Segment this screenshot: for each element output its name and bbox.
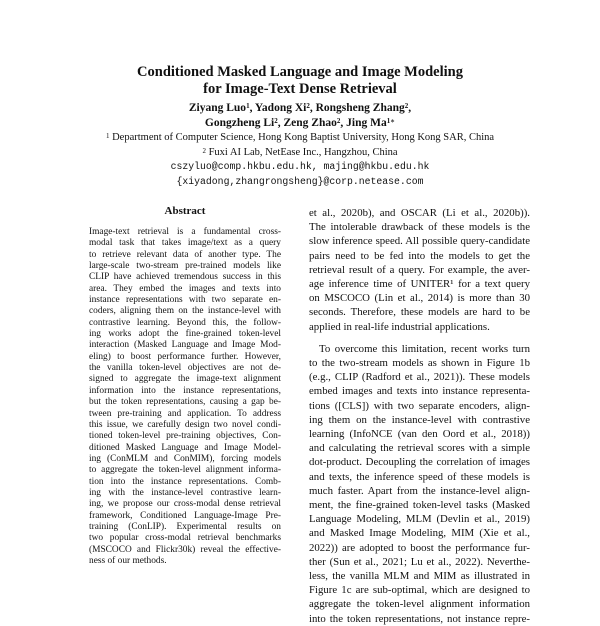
affiliation-line — [60, 131, 540, 146]
abstract-heading: Abstract — [164, 205, 206, 217]
body-line: less, the vanilla MLM and MIM as illustrated in — [309, 570, 530, 583]
affil-mark: 2 — [202, 146, 206, 155]
body-paragraph-1 — [309, 206, 530, 334]
abstract-line: ness of our methods. — [89, 555, 167, 566]
body-line: ther (Sun et al., 2021; Lu et al., 2022). Neverthe- — [309, 555, 530, 568]
abstract-line: ing, we propose our cross-modal dense retrieval — [89, 499, 281, 510]
abstract-line: CLIP have achieved tremendous success in this — [89, 272, 281, 283]
paragraph-gap — [309, 334, 530, 342]
body-line: ment, the fine-grained token-level tasks (Masked — [309, 499, 530, 512]
abstract-line: but the token representations, causing a gap be- — [89, 397, 281, 408]
email-line: cszyluo@comp.hkbu.edu.hk, majing@hkbu.edu.hk — [170, 161, 430, 172]
abstract-line: this issue, we carefully design two novel condi- — [89, 419, 281, 430]
abstract-line: ing with the instance-level contrastive learn- — [89, 487, 281, 498]
abstract-line: Image-text retrieval is a fundamental cross- — [89, 227, 281, 237]
abstract-line: signed to aggregate the image-text alignment — [89, 374, 281, 385]
body-line: and texts, the inference speed of these models is — [309, 470, 530, 483]
body-line: much faster. Apart from the instance-level align- — [309, 484, 530, 497]
body-line: pairs need to be fed into the models to get the — [309, 249, 530, 262]
body-paragraph-2 — [309, 342, 530, 626]
author-name: Rongsheng Zhang — [315, 102, 405, 114]
body-line: tions ([CLS]) with two separate encoders, align- — [309, 399, 530, 412]
abstract-column — [89, 205, 281, 567]
affil-text: Department of Computer Science, Hong Kong Baptist University, Hong Kong SAR, China — [112, 132, 495, 143]
abstract-line: modal task that takes image/text as a query — [89, 238, 281, 249]
abstract-line: instance representations with two separate en- — [89, 295, 281, 306]
author-affil-mark: 1 — [246, 102, 250, 110]
author-affil-mark: 2 — [306, 102, 310, 110]
paper-title — [60, 64, 540, 98]
author-affil-mark: 2 — [336, 117, 341, 125]
author-name: Yadong Xi — [254, 102, 307, 114]
abstract-line: (MSCOCO and Flickr30k) reveal the effective- — [89, 544, 281, 555]
author-affil-mark: 1∗ — [386, 117, 396, 125]
body-line: The intolerable drawback of these models is the — [309, 221, 530, 234]
body-line: Language Modeling, MLM (Devlin et al., 2019) — [309, 513, 530, 526]
title-line: for Image-Text Dense Retrieval — [203, 81, 397, 97]
abstract-line: tion into the instance representations. Comb- — [89, 476, 281, 487]
author-affil-mark: 2 — [274, 117, 278, 125]
abstract-line: coders, aligning them on the instance-level with — [89, 306, 281, 317]
body-line: et al., 2020b), and OSCAR (Li et al., 2020b)). — [309, 207, 530, 219]
author-sep: , — [249, 102, 255, 114]
body-line: into the token representations, not instance repre- — [309, 612, 530, 625]
body-line: on MSCOCO (Lin et al., 2014) is more than 30 — [309, 292, 530, 305]
body-line: seconds. Therefore, these models are hard to be — [309, 306, 530, 319]
author-line-2 — [60, 116, 540, 131]
author-sep: , — [340, 117, 347, 129]
email-line: {xiyadong,zhangrongsheng}@corp.netease.com — [176, 175, 424, 187]
abstract-line: contrastive learning. Beyond this, the follow- — [89, 317, 281, 328]
affiliation-line — [60, 146, 540, 161]
abstract-line: large-scale two-stream pre-trained models like — [89, 261, 281, 272]
body-line: applied in real-life industrial applications. — [309, 320, 490, 333]
abstract-line: ing works adopt the fine-grained token-level — [89, 329, 281, 340]
abstract-line: to retrieve relevant data of another type. The — [89, 249, 281, 260]
affil-mark: 1 — [105, 132, 110, 140]
abstract-line: tioned token-level pre-training objectives, Con- — [89, 431, 281, 442]
body-column — [309, 206, 530, 626]
abstract-line: framework, Conditioned Language-Image Pre- — [89, 510, 281, 521]
author-sep: , — [408, 102, 412, 114]
abstract-line: information into the instance representations, — [89, 385, 281, 396]
body-line: age inference time of UNITER¹ for a text query — [309, 278, 530, 291]
author-line-1 — [60, 101, 540, 116]
author-name: Ziyang Luo — [188, 102, 247, 114]
abstract-line: ing (ConMLM and ConMIM), forcing models — [89, 453, 281, 464]
body-line: aggregate the token-level alignment information — [309, 598, 530, 611]
abstract-line: eling) to boost performance further. However, — [89, 351, 281, 362]
abstract-line: to aggregate the token-level alignment informa- — [89, 465, 281, 476]
body-line: slow inference speed. All possible query-candidate — [309, 235, 530, 248]
abstract-line: area. They embed the images and texts into — [89, 283, 281, 294]
body-line: dot-product. Decoupling the correlation of images — [309, 456, 530, 469]
affiliations — [60, 131, 540, 189]
body-line: ing them on the instance-level with contrastive — [309, 413, 530, 426]
body-line: (e.g., CLIP (Radford et al., 2021)). These models — [309, 371, 530, 384]
abstract-line: two popular cross-modal retrieval benchmarks — [89, 533, 281, 544]
abstract-line: the vanilla token-level objectives are not de- — [89, 363, 281, 374]
body-line: 2022)) are adopted to boost the performance fur- — [309, 541, 530, 554]
abstract-body — [89, 227, 281, 567]
abstract-line: training (ConLIP). Experimental results on — [89, 521, 281, 532]
author-affil-mark: 2 — [404, 102, 409, 110]
author-name: Jing Ma — [346, 117, 387, 129]
abstract-line: tween pre-training and application. To address — [89, 408, 281, 419]
body-line: embed images and texts into instance representa- — [309, 385, 530, 398]
body-line: and Masked Image Modeling, MIM (Xie et al., — [309, 527, 530, 540]
body-line: and calculating the retrieval scores with a simple — [309, 442, 530, 455]
author-sep: , — [309, 102, 316, 114]
title-line: Conditioned Masked Language and Image Modeling — [137, 64, 463, 80]
body-line: To overcome this limitation, recent works turn — [319, 342, 530, 355]
author-name: Gongzheng Li — [204, 117, 275, 129]
affil-text: Fuxi AI Lab, NetEase Inc., Hangzhou, China — [208, 146, 398, 158]
body-line: learning (InfoNCE (van den Oord et al., 2018)) — [309, 428, 530, 441]
body-line: to the two-stream models as shown in Figure 1b — [309, 357, 530, 370]
author-list — [60, 101, 540, 131]
author-sep: , — [277, 117, 284, 129]
abstract-line: ditioned Masked Language and Image Model- — [89, 442, 281, 453]
body-line: retrieval result of a query. For example, the aver- — [309, 263, 530, 276]
body-line: Figure 1c are sub-optimal, which are designed to — [309, 584, 530, 597]
abstract-line: interaction (Masked Language and Image Mod- — [89, 340, 281, 351]
author-name: Zeng Zhao — [283, 117, 337, 129]
